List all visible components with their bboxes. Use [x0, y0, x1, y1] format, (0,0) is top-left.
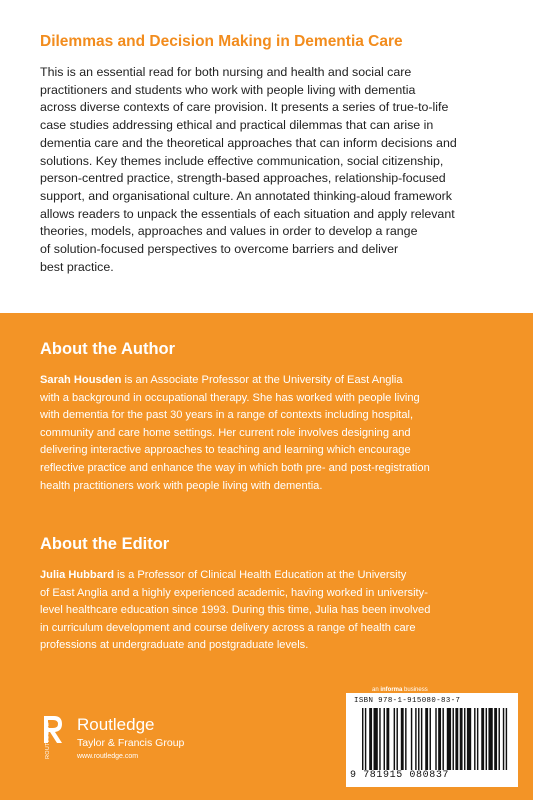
informa-suffix: business	[402, 687, 428, 693]
book-title: Dilemmas and Decision Making in Dementia Care	[40, 33, 403, 50]
barcode-bar	[442, 708, 443, 770]
author-bio-line: community and care home settings. Her current role involves designing and	[40, 426, 411, 439]
author-bio-line: delivering interactive approaches to teaching and learning which encourage	[40, 444, 411, 457]
barcode-bar	[453, 708, 454, 770]
barcode-bar	[488, 708, 492, 770]
isbn-barcode	[346, 693, 518, 787]
barcode-bar	[503, 708, 504, 770]
barcode-bar	[425, 708, 428, 770]
author-bio-first-line: is an Associate Professor at the University of East Anglia	[121, 374, 403, 386]
publisher-group: Taylor & Francis Group	[77, 737, 185, 749]
description-line: practitioners and students who work with people living with dementia	[40, 82, 416, 97]
description-panel	[0, 0, 533, 313]
editor-bio-line: level healthcare education since 1993. During this time, Julia has been involved	[40, 604, 431, 617]
barcode-bar	[362, 708, 363, 770]
description-line: of solution-focused perspectives to overcome barriers and deliver	[40, 242, 399, 257]
barcode-bar	[396, 708, 397, 770]
barcode-bar	[384, 708, 385, 770]
barcode-bar	[499, 708, 500, 770]
informa-brand: informa	[380, 687, 403, 693]
isbn-label: ISBN 978-1-915080-83-7	[354, 697, 461, 705]
description-line: best practice.	[40, 259, 114, 274]
barcode-bar	[467, 708, 471, 770]
description-line: dementia care and the theoretical approaches that can inform decisions and	[40, 135, 457, 150]
barcode-bar	[386, 708, 389, 770]
barcode-bar	[435, 708, 436, 770]
barcode-bar	[494, 708, 497, 770]
barcode-bar	[418, 708, 419, 770]
publisher-url: www.routledge.com	[77, 753, 139, 760]
author-bio-line: reflective practice and enhance the way in which both pre- and post-registration	[40, 461, 430, 474]
barcode-bar	[455, 708, 458, 770]
barcode-number: 9 781915 080837	[350, 770, 450, 781]
description-line: person-centred practice, strength-based approaches, relationship-focused	[40, 171, 446, 186]
description-line: solutions. Key themes include effective communication, social citizenship,	[40, 153, 444, 168]
barcode-bar	[477, 708, 478, 770]
author-bio-line	[40, 372, 506, 390]
editor-name: Julia Hubbard	[40, 569, 114, 581]
book-description	[40, 64, 502, 276]
author-bio	[40, 372, 506, 495]
description-line: case studies addressing ethical and practical dilemmas that can arise in	[40, 118, 434, 133]
editor-bio-first-line: is a Professor of Clinical Health Education at the University	[113, 569, 407, 581]
barcode-bar	[506, 708, 507, 770]
author-name: Sarah Housden	[40, 374, 122, 386]
informa-prefix: an	[372, 687, 381, 693]
barcode-bar	[394, 708, 395, 770]
description-line: support, and organisational culture. An annotated thinking-aloud framework	[40, 188, 452, 203]
publisher-name: Routledge	[77, 715, 155, 734]
description-line: theories, models, approaches and values in order to develop a range	[40, 224, 418, 239]
barcode-bar	[421, 708, 422, 770]
barcode-bar	[481, 708, 484, 770]
barcode-bar	[486, 708, 487, 770]
editor-bio-line	[40, 567, 506, 585]
barcode-bar	[411, 708, 412, 770]
description-line: across diverse contexts of care provision. It presents a series of true-to-life	[40, 100, 449, 115]
description-line: allows readers to unpack the essentials of each situation and apply relevant	[40, 206, 455, 221]
barcode-bar	[369, 708, 372, 770]
editor-bio-line: professions at undergraduate and postgraduate levels.	[40, 639, 309, 652]
barcode-bar	[438, 708, 441, 770]
barcode-bar	[379, 708, 380, 770]
barcode-bar	[401, 708, 404, 770]
barcode-bar	[464, 708, 465, 770]
barcode-bars	[362, 708, 510, 770]
barcode-bar	[374, 708, 378, 770]
author-bio-line: with dementia for the past 30 years in a range of contexts including hospital,	[40, 409, 414, 422]
editor-bio	[40, 567, 506, 655]
barcode-bar	[415, 708, 416, 770]
routledge-side-text: ROUTLEDGE	[45, 722, 51, 759]
barcode-bar	[460, 708, 463, 770]
about-author-heading: About the Author	[40, 340, 176, 358]
author-bio-line: with a background in occupational therapy. She has worked with people living	[40, 391, 420, 404]
routledge-logo	[40, 713, 280, 773]
description-line: This is an essential read for both nursing and health and social care	[40, 65, 412, 79]
barcode-bar	[430, 708, 431, 770]
routledge-mark-icon	[40, 713, 68, 761]
about-editor-heading: About the Editor	[40, 535, 170, 553]
editor-bio-line: in curriculum development and course delivery across a range of health care	[40, 621, 416, 634]
editor-bio-line: of East Anglia and a highly experienced academic, having worked in university-	[40, 586, 428, 599]
barcode-bar	[365, 708, 366, 770]
barcode-bar	[447, 708, 451, 770]
author-bio-line: health practitioners work with people living with dementia.	[40, 479, 323, 492]
barcode-bar	[405, 708, 406, 770]
barcode-bar	[474, 708, 475, 770]
